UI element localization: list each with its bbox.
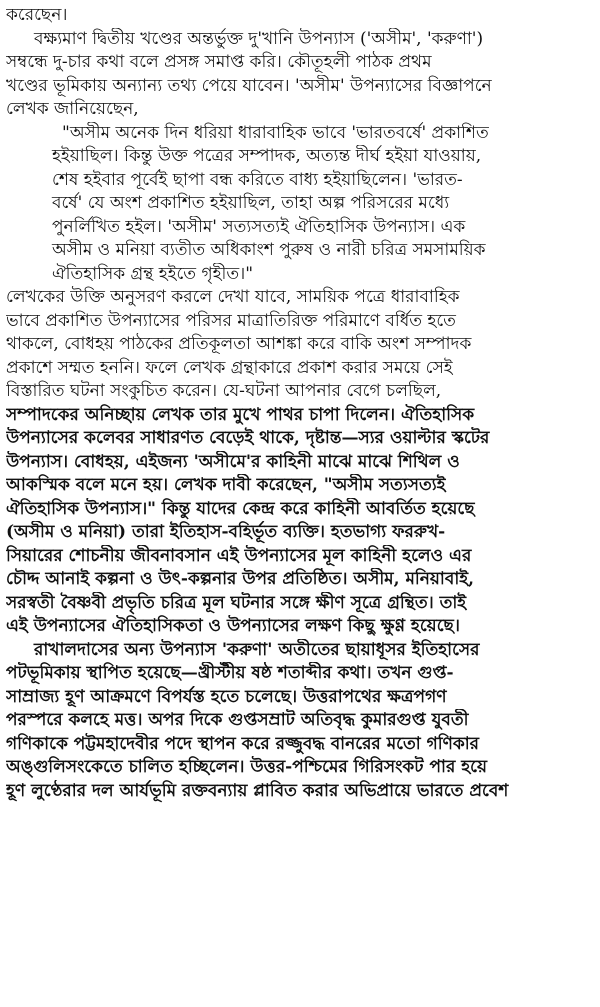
quote-line: ঐতিহাসিক গ্রন্থ হইতে গৃহীত।" bbox=[52, 263, 254, 284]
text-line: সিয়ারের শোচনীয় জীবনাবসান এই উপন্যাসের মূল কাহিনী হলেও এর bbox=[6, 545, 472, 566]
text-line: ঐতিহাসিক উপন্যাস।" কিন্তু যাদের কেন্দ্র করে কাহিনী আবর্তিত হয়েছে bbox=[6, 498, 475, 519]
text-line: সম্বন্ধে দু-চার কথা বলে প্রসঙ্গ সমাপ্ত করি। কৌতূহলী পাঠক প্রথম bbox=[6, 52, 432, 72]
text-line: গণিকাকে পট্টমহাদেবীর পদে স্থাপন করে রজ্জুবদ্ধ বানরের মতো গণিকার bbox=[6, 733, 480, 754]
text-line: সম্পাদকের অনিচ্ছায় লেখক তার মুখে পাথর চাপা দিলেন। ঐতিহাসিক bbox=[6, 404, 475, 425]
text-line: করেছেন। bbox=[6, 5, 68, 25]
quote-line: পুনর্লিখিত হইল। 'অসীম' সত্যসত্যই ঐতিহাসিক উপন্যাস। এক bbox=[52, 216, 466, 237]
text-line: লেখকের উক্তি অনুসরণ করলে দেখা যাবে, সাময়িক পত্রে ধারাবাহিক bbox=[6, 287, 460, 307]
quote-line: অসীম ও মনিয়া ব্যতীত অধিকাংশ পুরুষ ও নারী চরিত্র সমসাময়িক bbox=[52, 240, 486, 260]
text-line: উপন্যাস। বোধহয়, এইজন্য 'অসীমে'র কাহিনী মাঝে মাঝে শিথিল ও bbox=[6, 451, 460, 472]
text-line: বিস্তারিত ঘটনা সংকুচিত করেন। যে-ঘটনা আপনার বেগে চলছিল, bbox=[6, 381, 442, 401]
text-line: আকস্মিক বলে মনে হয়। লেখক দাবী করেছেন, "অসীম সত্যসত্যই bbox=[6, 475, 446, 495]
quote-line: হইয়াছিল। কিন্তু উক্ত পত্রের সম্পাদক, অত্যন্ত দীর্ঘ হইয়া যাওয়ায়, bbox=[52, 146, 482, 166]
text-line: ভাবে প্রকাশিত উপন্যাসের পরিসর মাত্রাতিরিক্ত পরিমাণে বর্ধিত হতে bbox=[6, 310, 456, 331]
text-line: সাম্রাজ্য হূণ আক্রমণে বিপর্যস্ত হতে চলেছে। উত্তরাপথের ক্ষত্রপগণ bbox=[6, 686, 447, 707]
text-line: পটভূমিকায় স্থাপিত হয়েছে—খ্রীস্টীয় ষষ্ঠ শতাব্দীর কথা। তখন গুপ্ত- bbox=[6, 663, 454, 683]
text-line: এই উপন্যাসের ঐতিহাসিকতা ও উপন্যাসের লক্ষণ কিছু ক্ষুণ্ণ হয়েছে। bbox=[6, 616, 460, 636]
paragraph-start-line: বক্ষ্যমাণ দ্বিতীয় খণ্ডের অন্তর্ভুক্ত দু'খানি উপন্যাস ('অসীম', 'করুণা') bbox=[34, 28, 484, 49]
text-line: চৌদ্দ আনাই কল্পনা ও উৎ-কল্পনার উপর প্রতিষ্ঠিত। অসীম, মনিয়াবাই, bbox=[6, 569, 475, 589]
text-line: লেখক জানিয়েছেন, bbox=[6, 99, 139, 119]
quote-line: শেষ হইবার পূর্বেই ছাপা বন্ধ করিতে বাধ্য হইয়াছিলেন। 'ভারত- bbox=[52, 169, 463, 190]
text-line: খণ্ডের ভূমিকায় অন্যান্য তথ্য পেয়ে যাবেন। 'অসীম' উপন্যাসের বিজ্ঞাপনে bbox=[6, 75, 492, 96]
text-line: অঙ্গুলিসংকেতে চালিত হচ্ছিলেন। উত্তর-পশ্চিমের গিরিসংকট পার হয়ে bbox=[6, 757, 488, 777]
text-line: (অসীম ও মনিয়া) তারা ইতিহাস-বহির্ভূত ব্যক্তি। হতভাগ্য ফররুখ- bbox=[6, 522, 446, 542]
text-line: উপন্যাসের কলেবর সাধারণত বেড়েই থাকে, দৃষ্টান্ত—স্যর ওয়াল্টার স্কটের bbox=[6, 428, 490, 448]
quote-line: বর্ষে' যে অংশ প্রকাশিত হইয়াছিল, তাহা অল্প পরিসরের মধ্যে bbox=[52, 193, 450, 213]
text-line: পরস্পরে কলহে মত্ত। অপর দিকে গুপ্তসম্রাট অতিবৃদ্ধ কুমারগুপ্ত যুবতী bbox=[6, 710, 469, 730]
text-line: প্রকাশে সম্মত হননি। ফলে লেখক গ্রন্থাকারে প্রকাশ করার সময়ে সেই bbox=[6, 357, 453, 378]
quote-line: "অসীম অনেক দিন ধরিয়া ধারাবাহিক ভাবে 'ভারতবর্ষে' প্রকাশিত bbox=[62, 122, 489, 143]
paragraph-start-line: রাখালদাসের অন্য উপন্যাস 'করুণা' অতীতের ছায়াধূসর ইতিহাসের bbox=[34, 639, 480, 660]
text-line: সরস্বতী বৈষ্ণবী প্রভৃতি চরিত্র মূল ঘটনার সঙ্গে ক্ষীণ সূত্রে গ্রন্থিত। তাই bbox=[6, 592, 467, 613]
text-line: হূণ লুণ্ঠেরার দল আর্যভূমি রক্তবন্যায় প্লাবিত করার অভিপ্রায়ে ভারতে প্রবেশ bbox=[6, 780, 509, 801]
text-line: থাকলে, বোধহয় পাঠকের প্রতিকূলতা আশঙ্কা করে বাকি অংশ সম্পাদক bbox=[6, 334, 472, 354]
